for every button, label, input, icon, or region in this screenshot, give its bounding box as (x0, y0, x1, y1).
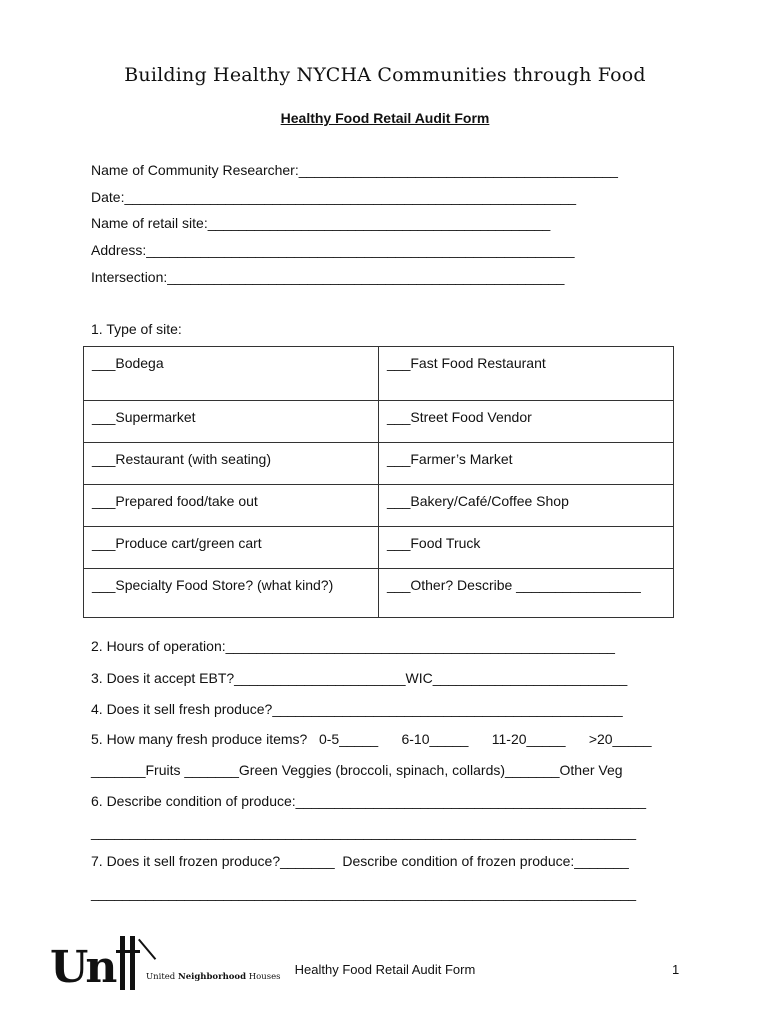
page-number: 1 (672, 962, 680, 977)
site-type-option[interactable]: ___Street Food Vendor (379, 401, 674, 443)
produce-condition-field[interactable]: 6. Describe condition of produce:_____________________________________________ (91, 793, 647, 809)
table-row (84, 527, 674, 569)
table-row (84, 347, 674, 401)
site-type-option[interactable]: ___Produce cart/green cart (84, 527, 379, 569)
frozen-condition-line[interactable]: ______________________________________________________________________ (91, 885, 637, 901)
site-type-option[interactable]: ___Food Truck (379, 527, 674, 569)
site-type-option[interactable]: ___Prepared food/take out (84, 485, 379, 527)
ebt-wic-field[interactable]: 3. Does it accept EBT?______________________WIC_________________________ (91, 670, 628, 686)
produce-condition-line[interactable]: ______________________________________________________________________ (91, 824, 637, 840)
site-type-option[interactable]: ___Bodega (84, 347, 379, 401)
produce-count-field[interactable]: 5. How many fresh produce items? 0-5_____ 6-10_____ 11-20_____ >20_____ (91, 731, 652, 747)
table-row (84, 401, 674, 443)
table-row (84, 485, 674, 527)
site-type-option[interactable]: ___Restaurant (with seating) (84, 443, 379, 485)
footer-title: Healthy Food Retail Audit Form (294, 962, 476, 977)
site-type-option[interactable]: ___Supermarket (84, 401, 379, 443)
site-type-option[interactable]: ___Fast Food Restaurant (379, 347, 674, 401)
form-title: Building Healthy NYCHA Communities through Food (124, 64, 646, 86)
fresh-produce-field[interactable]: 4. Does it sell fresh produce?_____________________________________________ (91, 701, 623, 717)
site-type-option[interactable]: ___Bakery/Café/Coffee Shop (379, 485, 674, 527)
intersection-field[interactable]: Intersection:___________________________________________________ (91, 269, 565, 285)
table-row (84, 443, 674, 485)
hours-field[interactable]: 2. Hours of operation:__________________________________________________ (91, 638, 615, 654)
retail-site-name-field[interactable]: Name of retail site:____________________________________________ (91, 215, 551, 231)
form-subtitle: Healthy Food Retail Audit Form (280, 110, 490, 126)
frozen-produce-field[interactable]: 7. Does it sell frozen produce?_______ Describe condition of frozen produce:_______ (91, 853, 629, 869)
logo-tagline: United Neighborhood Houses (146, 972, 281, 982)
site-type-option[interactable]: ___Other? Describe ________________ (379, 569, 674, 618)
site-type-table (83, 346, 674, 618)
address-field[interactable]: Address:_______________________________________________________ (91, 242, 575, 258)
date-field[interactable]: Date:__________________________________________________________ (91, 189, 577, 205)
produce-type-field[interactable]: _______Fruits _______Green Veggies (broccoli, spinach, collards)_______Other Veg (91, 762, 623, 778)
site-type-option[interactable]: ___Specialty Food Store? (what kind?) (84, 569, 379, 618)
logo-letters: Un (50, 942, 115, 993)
researcher-name-field[interactable]: Name of Community Researcher:_________________________________________ (91, 162, 618, 178)
table-row (84, 569, 674, 618)
question-1-label: 1. Type of site: (91, 321, 182, 337)
site-type-option[interactable]: ___Farmer’s Market (379, 443, 674, 485)
